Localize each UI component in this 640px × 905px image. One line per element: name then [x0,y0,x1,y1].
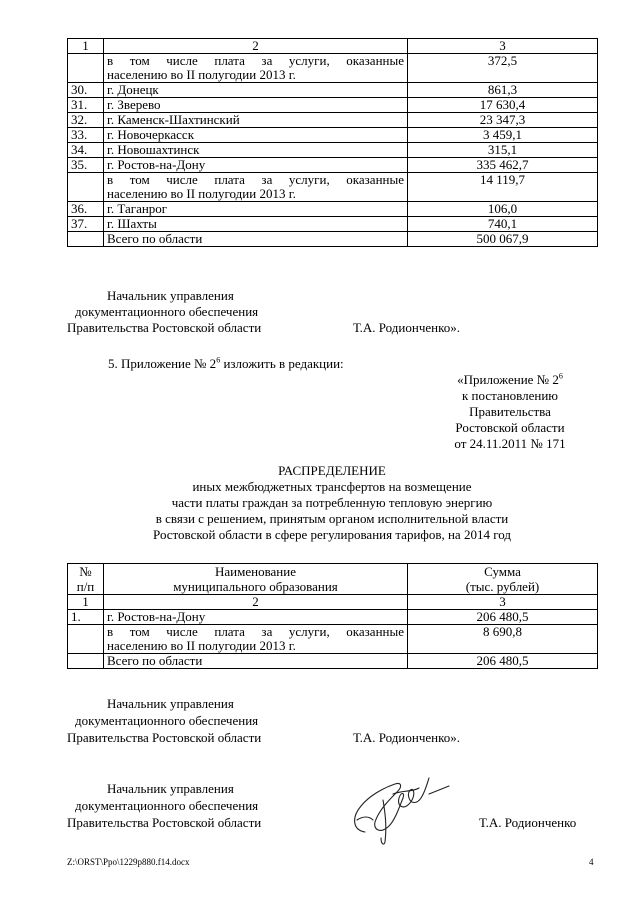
table-row [68,173,598,202]
table-row [68,128,598,143]
appendix-line: Правительства [469,404,551,419]
header-line: муниципального образования [173,579,338,594]
amount: 106,0 [408,202,598,217]
column-number: 2 [104,595,408,610]
name-line: населению во II полугодии 2013 г. [107,186,296,201]
superscript: 6 [558,371,563,381]
file-path: Z:\ORST\Ppo\1229p880.f14.docx [67,857,190,867]
signer-position-line: документационного обеспечения [75,798,259,813]
amendment-text: 5. Приложение № 2 [108,356,217,371]
signer-name: Т.А. Родионченко [479,815,577,830]
amount: 8 690,8 [408,625,598,654]
row-number: 35. [68,158,104,173]
appendix-title: «Приложение № 2 [457,372,559,387]
header-line: Наименование [215,564,296,579]
amount: 14 119,7 [408,173,598,202]
table-row [68,83,598,98]
row-number [68,232,104,247]
column-number: 1 [68,595,104,610]
row-number: 34. [68,143,104,158]
amount: 372,5 [408,54,598,83]
amount: 861,3 [408,83,598,98]
row-number: 33. [68,128,104,143]
signer-position-line: документационного обеспечения [75,304,259,319]
row-number: 1. [68,610,104,625]
municipality-name: г. Зверево [104,98,408,113]
header-line: Сумма [484,564,521,579]
municipality-name [104,173,408,202]
row-number: 30. [68,83,104,98]
signer-position-line: Начальник управления [107,696,234,711]
page-number: 4 [589,857,594,867]
heading-line: Ростовской области в сфере регулирования тарифов, на 2014 год [153,527,511,542]
amount: 740,1 [408,217,598,232]
total-label: Всего по области [104,232,408,247]
municipality-name: г. Ростов-на-Дону [104,610,408,625]
column-number: 2 [104,39,408,54]
row-number: 36. [68,202,104,217]
column-number: 1 [68,39,104,54]
table-total-row [68,232,598,247]
signer-position-line: Правительства Ростовской области [67,730,262,745]
total-label: Всего по области [104,654,408,669]
total-amount: 206 480,5 [408,654,598,669]
header-line: № [79,564,92,579]
signer-position-line: Начальник управления [107,288,234,303]
row-number [68,173,104,202]
row-number: 37. [68,217,104,232]
row-number [68,625,104,654]
header-sum [408,564,598,595]
municipality-name: г. Донецк [104,83,408,98]
superscript: 6 [216,355,221,365]
signature-block-title [107,288,234,304]
name-line: населению во II полугодии 2013 г. [107,67,296,82]
municipality-name: г. Новочеркасск [104,128,408,143]
row-number: 31. [68,98,104,113]
amount: 206 480,5 [408,610,598,625]
municipality-name: г. Новошахтинск [104,143,408,158]
signer-name: Т.А. Родионченко». [353,730,461,745]
table-subheader-row [68,595,598,610]
total-amount: 500 067,9 [408,232,598,247]
amendment-text: изложить в редакции: [220,356,344,371]
table-row [68,54,598,83]
municipality-name: г. Таганрог [104,202,408,217]
signer-position-line: Начальник управления [107,781,234,796]
table-row [68,143,598,158]
header-number [68,564,104,595]
heading-title: РАСПРЕДЕЛЕНИЕ [278,463,386,478]
signer-position-line: документационного обеспечения [75,713,259,728]
appendix-line: к постановлению [461,388,559,403]
table-header-row [68,39,598,54]
municipality-name: г. Шахты [104,217,408,232]
header-name [104,564,408,595]
signer-name: Т.А. Родионченко». [353,320,461,335]
amount: 315,1 [408,143,598,158]
name-line: в том числе плата за услуги, оказанные [107,172,404,187]
row-number: 32. [68,113,104,128]
amount: 335 462,7 [408,158,598,173]
table-row [68,610,598,625]
amendment-item [108,356,344,372]
row-number [68,54,104,83]
heading-line: иных межбюджетных трансфертов на возмещение [192,479,472,494]
municipality-name: г. Каменск-Шахтинский [104,113,408,128]
handwritten-signature [343,770,453,850]
appendix-header [420,372,600,452]
column-number: 3 [408,39,598,54]
amount: 17 630,4 [408,98,598,113]
table-row [68,202,598,217]
signer-position-line: Правительства Ростовской области [67,320,262,335]
amount: 23 347,3 [408,113,598,128]
appendix-line [420,372,600,388]
table-row [68,217,598,232]
header-line: (тыс. рублей) [465,579,540,594]
table-row [68,113,598,128]
appendix-line: от 24.11.2011 № 171 [454,436,566,451]
municipality-name [104,54,408,83]
municipality-name [104,625,408,654]
name-line: в том числе плата за услуги, оказанные [107,53,404,68]
header-line: п/п [76,579,95,594]
amount: 3 459,1 [408,128,598,143]
allocation-table-continued [67,38,598,247]
municipality-name: г. Ростов-на-Дону [104,158,408,173]
heading-line: части платы граждан за потребленную тепловую энергию [171,495,493,510]
appendix-line: Ростовской области [455,420,565,435]
name-line: населению во II полугодии 2013 г. [107,638,296,653]
signer-position-line: Правительства Ростовской области [67,815,262,830]
table-row [68,158,598,173]
table-row [68,98,598,113]
heading-line: в связи с решением, принятым органом исполнительной власти [155,511,509,526]
column-number: 3 [408,595,598,610]
table-row [68,625,598,654]
allocation-table-2014 [67,563,598,669]
table-total-row [68,654,598,669]
table-header-row [68,564,598,595]
name-line: в том числе плата за услуги, оказанные [107,624,404,639]
row-number [68,654,104,669]
document-heading [67,463,597,543]
